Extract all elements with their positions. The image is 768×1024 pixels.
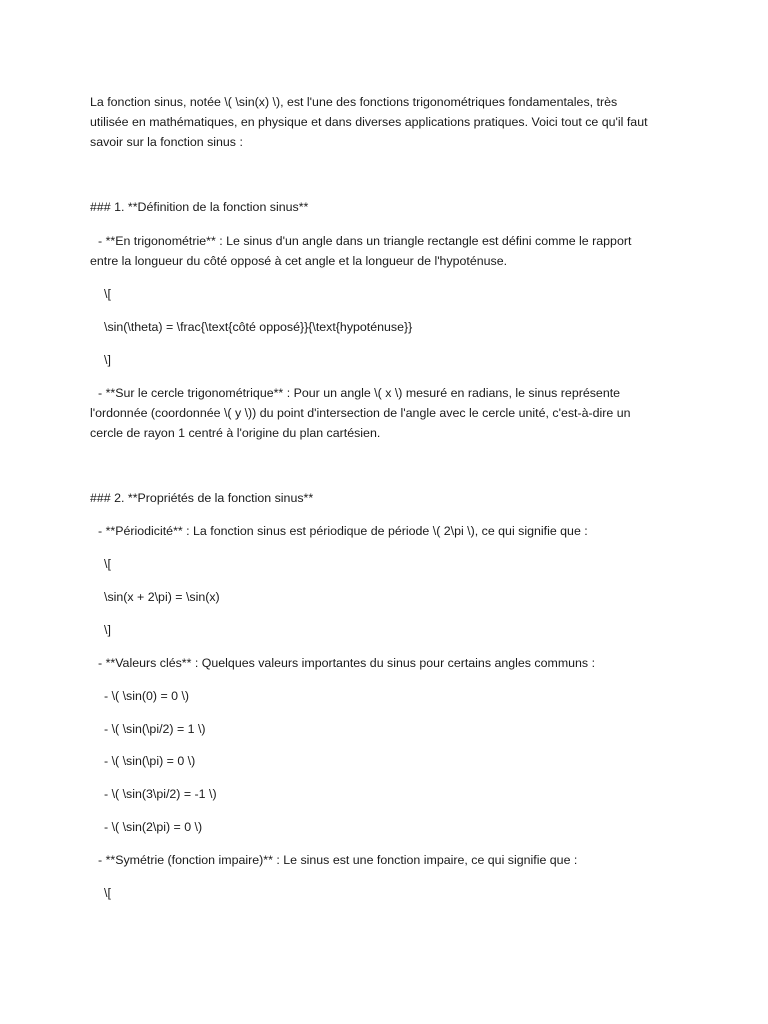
intro-line: La fonction sinus, notée \( \sin(x) \), est l'une des fonctions trigonométriques fondamentales, très <box>90 95 618 109</box>
key-value-item: - \( \sin(2\pi) = 0 \) <box>104 820 203 834</box>
key-values-intro: - **Valeurs clés** : Quelques valeurs importantes du sinus pour certains angles communs : <box>98 656 596 670</box>
key-value-item: - \( \sin(3\pi/2) = -1 \) <box>104 787 217 801</box>
formula-line: \[ <box>104 557 111 571</box>
formula-line: \sin(\theta) = \frac{\text{côté opposé}}{\text{hypoténuse}} <box>104 320 413 334</box>
formula-line: \] <box>104 623 111 637</box>
formula-line: \sin(x + 2\pi) = \sin(x) <box>104 590 220 604</box>
key-value-item: - \( \sin(\pi) = 0 \) <box>104 754 196 768</box>
trig-definition-line: entre la longueur du côté opposé à cet angle et la longueur de l'hypoténuse. <box>90 254 508 268</box>
key-value-item: - \( \sin(0) = 0 \) <box>104 689 190 703</box>
intro-line: utilisée en mathématiques, en physique et dans diverses applications pratiques. Voici tout ce qu'il faut <box>90 115 648 129</box>
symmetry-line: - **Symétrie (fonction impaire)** : Le sinus est une fonction impaire, ce qui signifie que : <box>98 853 578 867</box>
periodicity-line: - **Périodicité** : La fonction sinus est périodique de période \( 2\pi \), ce qui signifie que : <box>98 524 588 538</box>
formula-line: \[ <box>104 287 111 301</box>
circle-definition-line: - **Sur le cercle trigonométrique** : Pour un angle \( x \) mesuré en radians, le sinus représente <box>98 386 621 400</box>
formula-line: \[ <box>104 886 111 900</box>
key-value-item: - \( \sin(\pi/2) = 1 \) <box>104 722 206 736</box>
circle-definition-line: cercle de rayon 1 centré à l'origine du plan cartésien. <box>90 426 381 440</box>
section1-heading: ### 1. **Définition de la fonction sinus** <box>90 200 309 214</box>
circle-definition-line: l'ordonnée (coordonnée \( y \)) du point d'intersection de l'angle avec le cercle unité, c'est-à-dire un <box>90 406 631 420</box>
formula-line: \] <box>104 353 111 367</box>
section2-heading: ### 2. **Propriétés de la fonction sinus** <box>90 491 314 505</box>
trig-definition-line: - **En trigonométrie** : Le sinus d'un angle dans un triangle rectangle est défini comme le rapport <box>98 234 632 248</box>
intro-line: savoir sur la fonction sinus : <box>90 135 243 149</box>
